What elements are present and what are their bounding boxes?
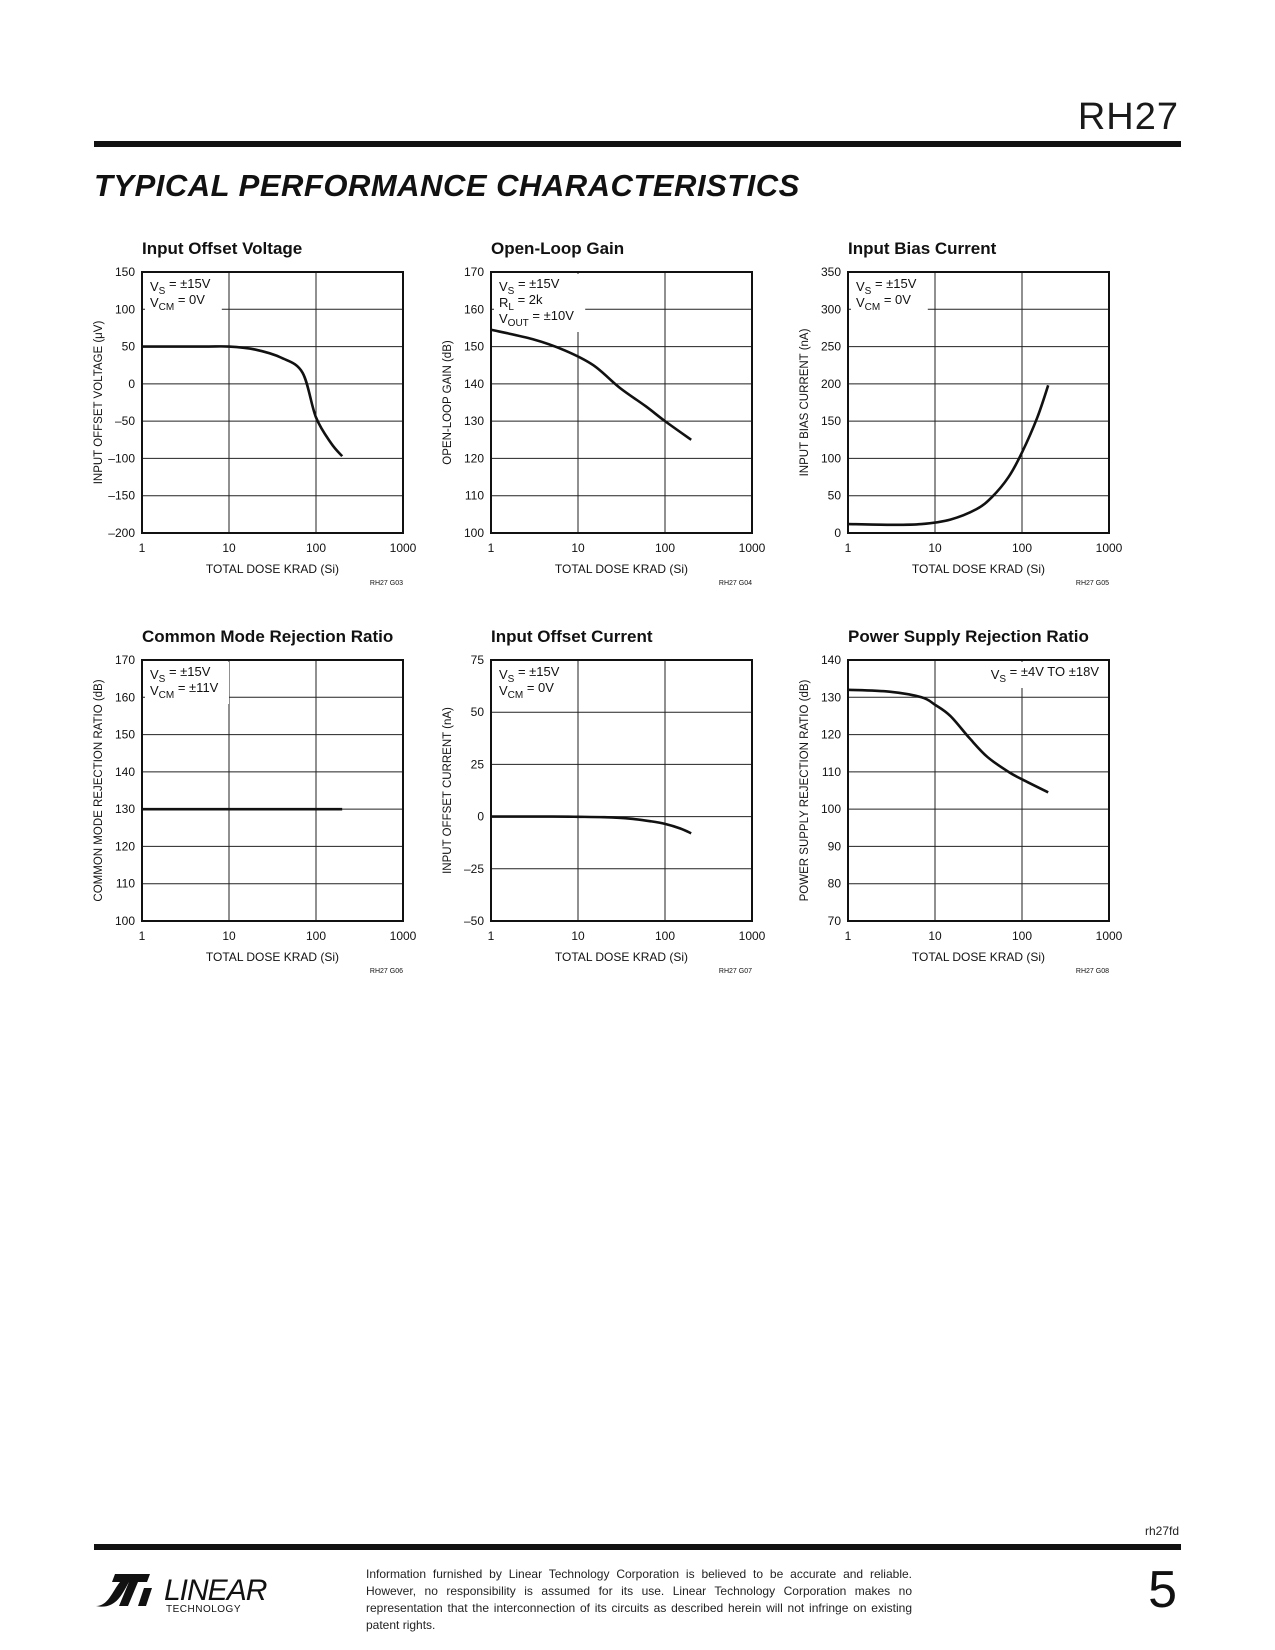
annotation-symbol: V xyxy=(856,295,865,310)
x-tick-label: 1 xyxy=(138,541,146,555)
y-tick-label: 100 xyxy=(114,302,135,317)
y-tick-label: 100 xyxy=(820,451,841,466)
annotation-symbol: V xyxy=(856,279,865,294)
annotation-value: = ±15V xyxy=(871,276,917,291)
annotation-value: = 0V xyxy=(523,680,554,695)
annotation-symbol: V xyxy=(990,667,1000,682)
x-tick-label: 1 xyxy=(487,929,495,943)
annotation-subscript: L xyxy=(508,302,514,313)
y-tick-label: 25 xyxy=(470,757,484,772)
y-tick-label: 120 xyxy=(114,839,135,854)
x-axis-label: TOTAL DOSE KRAD (Si) xyxy=(911,562,1046,576)
x-tick-label: 1000 xyxy=(738,929,766,943)
x-tick-label: 1000 xyxy=(1095,929,1123,943)
x-axis-label: TOTAL DOSE KRAD (Si) xyxy=(911,950,1046,964)
y-tick-label: 110 xyxy=(821,764,841,779)
chart-power-supply-rejection-ratio xyxy=(794,620,1174,990)
y-tick-label: 120 xyxy=(820,727,841,742)
chart-svg xyxy=(794,232,1174,602)
chart-svg xyxy=(437,620,817,990)
annotation-subscript: CM xyxy=(158,302,175,313)
chart-title: Input Bias Current xyxy=(848,239,997,258)
x-tick-label: 100 xyxy=(1011,541,1033,555)
y-tick-label: 130 xyxy=(114,802,135,817)
annotation-value: = 0V xyxy=(880,292,911,307)
series-line xyxy=(142,346,342,456)
annotation-symbol: V xyxy=(499,683,508,698)
y-tick-label: –25 xyxy=(463,861,484,876)
part-number: RH27 xyxy=(1077,96,1179,138)
y-tick-label: 0 xyxy=(128,376,135,391)
doc-code: rh27fd xyxy=(1144,1524,1179,1538)
chart-title: Input Offset Current xyxy=(491,627,653,646)
annotation-value: = ±15V xyxy=(165,276,211,291)
x-tick-label: 1 xyxy=(844,541,852,555)
annotation-value: = ±15V xyxy=(514,276,560,291)
y-tick-label: 200 xyxy=(820,376,841,391)
figure-code: RH27 G08 xyxy=(1075,968,1109,975)
annotation-symbol: V xyxy=(150,279,159,294)
x-tick-label: 10 xyxy=(928,929,942,943)
annotation-symbol: R xyxy=(499,295,509,310)
y-tick-label: 50 xyxy=(827,488,841,503)
y-tick-label: 110 xyxy=(464,488,484,503)
x-tick-label: 100 xyxy=(654,541,676,555)
x-axis-label: TOTAL DOSE KRAD (Si) xyxy=(205,950,340,964)
y-axis-label: INPUT OFFSET VOLTAGE (μV) xyxy=(93,320,105,485)
annotation-subscript: CM xyxy=(864,302,881,313)
chart-input-offset-voltage xyxy=(88,232,468,602)
y-tick-label: 120 xyxy=(463,451,484,466)
x-axis-label: TOTAL DOSE KRAD (Si) xyxy=(554,950,689,964)
figure-code: RH27 G07 xyxy=(718,968,752,975)
y-axis-label: INPUT BIAS CURRENT (nA) xyxy=(799,328,811,477)
y-tick-label: 250 xyxy=(820,339,841,354)
y-tick-label: 170 xyxy=(463,265,484,279)
annotation-subscript: S xyxy=(507,286,515,297)
y-tick-label: 130 xyxy=(463,414,484,429)
x-tick-label: 1000 xyxy=(1095,541,1123,555)
figure-code: RH27 G03 xyxy=(369,580,403,587)
y-tick-label: 160 xyxy=(114,690,135,705)
annotation-symbol: V xyxy=(150,295,159,310)
chart-open-loop-gain xyxy=(437,232,817,602)
chart-title: Open-Loop Gain xyxy=(491,239,625,258)
y-tick-label: 150 xyxy=(114,727,135,742)
chart-title: Input Offset Voltage xyxy=(142,239,303,258)
chart-svg xyxy=(794,620,1174,990)
header-rule xyxy=(94,141,1181,147)
annotation-value: = 2k xyxy=(513,292,543,307)
y-tick-label: 130 xyxy=(820,690,841,705)
x-tick-label: 1 xyxy=(844,929,852,943)
chart-input-bias-current xyxy=(794,232,1174,602)
x-tick-label: 10 xyxy=(222,541,236,555)
chart-svg xyxy=(88,232,468,602)
series-line xyxy=(848,385,1048,524)
y-tick-label: 80 xyxy=(827,876,841,891)
x-axis-label: TOTAL DOSE KRAD (Si) xyxy=(554,562,689,576)
y-tick-label: 100 xyxy=(463,526,484,540)
footer-disclaimer: Information furnished by Linear Technology Corporation is believed to be accurate and reliable. However, no responsibility is assumed for its use. Linear Technology Corporation makes no representation that the interconnection of its circuits as described herein will not infringe on existing patent rights. xyxy=(366,1567,912,1632)
y-tick-label: 350 xyxy=(820,265,841,279)
y-axis-label: POWER SUPPLY REJECTION RATIO (dB) xyxy=(799,679,811,902)
footer-rule xyxy=(94,1544,1181,1550)
y-tick-label: 100 xyxy=(820,802,841,817)
y-tick-label: 140 xyxy=(820,653,841,667)
y-tick-label: 0 xyxy=(477,809,484,824)
chart-svg xyxy=(437,232,817,602)
y-tick-label: 50 xyxy=(470,705,484,720)
annotation-subscript: CM xyxy=(158,690,175,701)
series-line xyxy=(848,690,1048,793)
annotation-subscript: S xyxy=(158,286,166,297)
figure-code: RH27 G04 xyxy=(718,580,752,587)
x-tick-label: 100 xyxy=(1011,929,1033,943)
y-axis-label: OPEN-LOOP GAIN (dB) xyxy=(442,340,454,465)
linear-technology-logo xyxy=(94,1562,274,1614)
y-tick-label: 300 xyxy=(820,302,841,317)
x-axis-label: TOTAL DOSE KRAD (Si) xyxy=(205,562,340,576)
annotation-value: = ±15V xyxy=(514,664,560,679)
figure-code: RH27 G05 xyxy=(1075,580,1109,587)
y-tick-label: 70 xyxy=(827,914,841,928)
plot-frame xyxy=(848,660,1109,921)
x-tick-label: 10 xyxy=(571,929,585,943)
annotation-value: = ±4V TO ±18V xyxy=(1006,664,1099,679)
chart-svg xyxy=(88,620,468,990)
y-tick-label: 110 xyxy=(115,876,135,891)
annotation-subscript: OUT xyxy=(507,318,529,329)
annotation-value: = 0V xyxy=(174,292,205,307)
y-tick-label: 50 xyxy=(121,339,135,354)
annotation-symbol: V xyxy=(150,683,159,698)
x-tick-label: 1000 xyxy=(738,541,766,555)
chart-title: Common Mode Rejection Ratio xyxy=(142,627,394,646)
annotation-subscript: CM xyxy=(507,690,524,701)
x-tick-label: 1 xyxy=(138,929,146,943)
x-tick-label: 100 xyxy=(305,929,327,943)
chart-title: Power Supply Rejection Ratio xyxy=(848,627,1089,646)
annotation-symbol: V xyxy=(499,279,508,294)
y-tick-label: 150 xyxy=(820,414,841,429)
x-tick-label: 1000 xyxy=(389,929,417,943)
logo-subword: TECHNOLOGY xyxy=(166,1604,242,1614)
x-tick-label: 100 xyxy=(654,929,676,943)
x-tick-label: 100 xyxy=(305,541,327,555)
y-tick-label: 100 xyxy=(114,914,135,928)
x-tick-label: 10 xyxy=(571,541,585,555)
annotation-symbol: V xyxy=(499,311,508,326)
y-tick-label: 150 xyxy=(463,339,484,354)
y-axis-label: INPUT OFFSET CURRENT (nA) xyxy=(442,707,454,874)
annotation-subscript: S xyxy=(507,674,515,685)
x-tick-label: 10 xyxy=(222,929,236,943)
section-title: TYPICAL PERFORMANCE CHARACTERISTICS xyxy=(94,168,800,203)
series-line xyxy=(491,817,691,834)
annotation-subscript: S xyxy=(864,286,872,297)
y-tick-label: 75 xyxy=(470,653,484,667)
annotation-value: = ±10V xyxy=(528,308,574,323)
annotation-symbol: V xyxy=(150,667,159,682)
y-tick-label: 170 xyxy=(114,653,135,667)
y-axis-label: COMMON MODE REJECTION RATIO (dB) xyxy=(93,679,105,902)
x-tick-label: 10 xyxy=(928,541,942,555)
y-tick-label: 150 xyxy=(114,265,135,279)
annotation-symbol: V xyxy=(499,667,508,682)
annotation-value: = ±11V xyxy=(174,680,219,695)
logo-word: LINEAR xyxy=(164,1574,267,1607)
x-tick-label: 1000 xyxy=(389,541,417,555)
y-tick-label: 0 xyxy=(834,526,841,540)
chart-input-offset-current xyxy=(437,620,817,990)
x-tick-label: 1 xyxy=(487,541,495,555)
y-tick-label: –50 xyxy=(114,414,135,429)
figure-code: RH27 G06 xyxy=(369,968,403,975)
y-tick-label: 90 xyxy=(827,839,841,854)
chart-common-mode-rejection-ratio xyxy=(88,620,468,990)
y-tick-label: –50 xyxy=(463,914,484,928)
y-tick-label: 140 xyxy=(114,764,135,779)
annotation-subscript: S xyxy=(999,674,1007,685)
page-number: 5 xyxy=(1148,1561,1177,1619)
y-tick-label: 160 xyxy=(463,302,484,317)
annotation-subscript: S xyxy=(158,674,166,685)
y-tick-label: –200 xyxy=(108,526,135,540)
y-tick-label: –150 xyxy=(108,488,135,503)
annotation-value: = ±15V xyxy=(165,664,211,679)
y-tick-label: 140 xyxy=(463,376,484,391)
y-tick-label: –100 xyxy=(108,451,135,466)
